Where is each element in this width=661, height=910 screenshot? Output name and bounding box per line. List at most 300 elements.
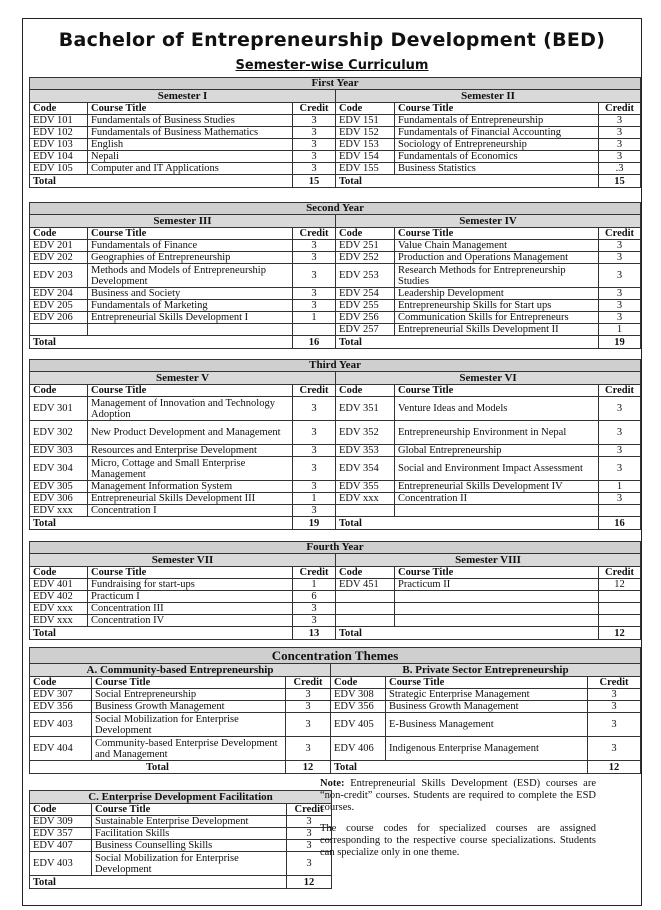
table-row <box>30 300 641 312</box>
column-header-row <box>30 567 641 579</box>
course-code: EDV 101 <box>30 115 88 127</box>
note-paragraph-2: The course codes for specialized courses are assigned corresponding to the respective course specializations. Students can specialize only in one theme. <box>320 823 596 858</box>
course-title: Entrepreneurial Skills Development IV <box>395 481 599 493</box>
course-code: EDV 153 <box>336 139 395 151</box>
course-credit: 3 <box>588 737 641 761</box>
total-row <box>30 876 332 889</box>
course-credit: 3 <box>599 264 641 288</box>
course-code: EDV 354 <box>336 457 395 481</box>
course-code: EDV xxx <box>30 615 88 627</box>
course-code: EDV 103 <box>30 139 88 151</box>
course-credit: 3 <box>599 312 641 324</box>
course-code: EDV 401 <box>30 579 88 591</box>
course-code: EDV 205 <box>30 300 88 312</box>
table-row <box>30 493 641 505</box>
course-credit: 3 <box>286 701 331 713</box>
course-code: EDV 154 <box>336 151 395 163</box>
year-table <box>29 359 641 530</box>
semester-header-row <box>30 90 641 103</box>
table-row <box>30 163 641 175</box>
note-paragraph-1 <box>320 778 596 814</box>
total-credit: 16 <box>599 517 641 530</box>
course-code: EDV 255 <box>336 300 395 312</box>
course-title: New Product Development and Management <box>88 421 293 445</box>
course-title: Business Growth Management <box>92 701 286 713</box>
total-credit: 15 <box>599 175 641 188</box>
table-row <box>30 115 641 127</box>
page-subtitle: Semester-wise Curriculum <box>235 58 429 73</box>
course-title: Business Growth Management <box>386 701 588 713</box>
table-row <box>30 288 641 300</box>
course-code: EDV 356 <box>331 701 386 713</box>
table-row <box>30 737 641 761</box>
course-code: EDV 306 <box>30 493 88 505</box>
course-credit: 1 <box>293 312 336 324</box>
table-row <box>30 689 641 701</box>
course-credit: 3 <box>293 139 336 151</box>
year-title: Second Year <box>30 203 641 215</box>
course-title: Practicum II <box>395 579 599 591</box>
total-credit: 13 <box>293 627 336 640</box>
year-header-row <box>30 203 641 215</box>
course-code: EDV 407 <box>30 840 92 852</box>
empty-cell <box>599 615 641 627</box>
empty-cell <box>30 324 88 336</box>
course-title: Communication Skills for Entrepreneurs <box>395 312 599 324</box>
course-code: EDV 403 <box>30 713 92 737</box>
column-header: Course Title <box>395 385 599 397</box>
course-code: EDV 204 <box>30 288 88 300</box>
table-row <box>30 264 641 288</box>
course-title: Concentration I <box>88 505 293 517</box>
course-code: EDV 105 <box>30 163 88 175</box>
course-title: Fundamentals of Marketing <box>88 300 293 312</box>
course-title: Entrepreneurial Skills Development III <box>88 493 293 505</box>
total-label: Total <box>30 761 286 774</box>
course-credit: 3 <box>599 397 641 421</box>
table-row <box>30 151 641 163</box>
course-credit: 3 <box>286 689 331 701</box>
course-credit: 3 <box>293 505 336 517</box>
year-header-row <box>30 542 641 554</box>
total-label: Total <box>336 517 599 530</box>
semester-title: Semester VI <box>336 372 641 385</box>
total-row <box>30 175 641 188</box>
year-table <box>29 77 641 188</box>
total-credit: 12 <box>599 627 641 640</box>
column-header: Code <box>30 228 88 240</box>
course-code: EDV 203 <box>30 264 88 288</box>
column-header: Credit <box>293 567 336 579</box>
total-credit: 15 <box>293 175 336 188</box>
course-title: Entrepreneurial Skills Development II <box>395 324 599 336</box>
column-header: Code <box>30 804 92 816</box>
course-title: Practicum I <box>88 591 293 603</box>
course-code: EDV 155 <box>336 163 395 175</box>
course-code: EDV 353 <box>336 445 395 457</box>
total-credit: 16 <box>293 336 336 349</box>
table-row <box>30 240 641 252</box>
column-header: Code <box>336 103 395 115</box>
course-code: EDV 352 <box>336 421 395 445</box>
column-header: Course Title <box>395 103 599 115</box>
course-title: Fundamentals of Business Studies <box>88 115 293 127</box>
year-header-row <box>30 78 641 90</box>
total-row <box>30 761 641 774</box>
column-header-row <box>30 103 641 115</box>
course-credit: 3 <box>293 481 336 493</box>
concentration-table <box>29 647 641 774</box>
total-credit: 19 <box>599 336 641 349</box>
course-title: Fundamentals of Finance <box>88 240 293 252</box>
course-code: EDV 351 <box>336 397 395 421</box>
column-header: Code <box>331 677 386 689</box>
course-code: EDV 301 <box>30 397 88 421</box>
course-credit: 3 <box>588 701 641 713</box>
semester-title: Semester II <box>336 90 641 103</box>
empty-cell <box>336 603 395 615</box>
course-code: EDV 206 <box>30 312 88 324</box>
course-code: EDV 406 <box>331 737 386 761</box>
course-code: EDV 102 <box>30 127 88 139</box>
course-credit: 3 <box>293 421 336 445</box>
course-title: Leadership Development <box>395 288 599 300</box>
table-row <box>30 397 641 421</box>
total-label: Total <box>30 175 293 188</box>
course-code: EDV 357 <box>30 828 92 840</box>
table-row <box>30 324 641 336</box>
table-row <box>30 139 641 151</box>
empty-cell <box>88 324 293 336</box>
course-code: EDV 309 <box>30 816 92 828</box>
table-row <box>30 603 641 615</box>
table-row <box>30 252 641 264</box>
table-row <box>30 457 641 481</box>
column-header: Code <box>336 567 395 579</box>
table-row <box>30 828 332 840</box>
semester-title: Semester III <box>30 215 336 228</box>
total-credit: 19 <box>293 517 336 530</box>
total-credit: 12 <box>286 761 331 774</box>
semester-title: Semester IV <box>336 215 641 228</box>
course-title: Strategic Enterprise Management <box>386 689 588 701</box>
course-title: Fundamentals of Entrepreneurship <box>395 115 599 127</box>
total-credit: 12 <box>588 761 641 774</box>
course-code: EDV 355 <box>336 481 395 493</box>
empty-cell <box>336 591 395 603</box>
year-title: Third Year <box>30 360 641 372</box>
course-title: Management Information System <box>88 481 293 493</box>
year-table <box>29 202 641 349</box>
course-title: Community-based Enterprise Development and Management <box>92 737 286 761</box>
course-code: EDV 302 <box>30 421 88 445</box>
course-credit: 6 <box>293 591 336 603</box>
course-title: Business and Society <box>88 288 293 300</box>
course-credit: 3 <box>599 493 641 505</box>
course-title: Sustainable Enterprise Development <box>92 816 287 828</box>
table-row <box>30 615 641 627</box>
year-title: First Year <box>30 78 641 90</box>
empty-cell <box>599 603 641 615</box>
course-title: Micro, Cottage and Small Enterprise Management <box>88 457 293 481</box>
course-credit: 3 <box>293 300 336 312</box>
course-credit: 3 <box>293 264 336 288</box>
course-credit: 3 <box>286 737 331 761</box>
column-header: Course Title <box>88 228 293 240</box>
total-label: Total <box>30 517 293 530</box>
course-code: EDV 305 <box>30 481 88 493</box>
semester-title: Semester VIII <box>336 554 641 567</box>
empty-cell <box>395 505 599 517</box>
course-title: Fundraising for start-ups <box>88 579 293 591</box>
course-code: EDV 307 <box>30 689 92 701</box>
column-header: Course Title <box>395 228 599 240</box>
empty-cell <box>395 591 599 603</box>
column-header: Course Title <box>88 567 293 579</box>
course-credit: 12 <box>599 579 641 591</box>
course-credit: 3 <box>599 288 641 300</box>
table-row <box>30 713 641 737</box>
course-title: Value Chain Management <box>395 240 599 252</box>
course-title: Entrepreneurial Skills Development I <box>88 312 293 324</box>
course-credit: 3 <box>599 115 641 127</box>
course-code: EDV 403 <box>30 852 92 876</box>
note-label: Note: <box>320 778 345 789</box>
year-table <box>29 541 641 640</box>
course-credit: 3 <box>599 421 641 445</box>
semester-header-row <box>30 554 641 567</box>
course-title: Indigenous Enterprise Management <box>386 737 588 761</box>
course-code: EDV 254 <box>336 288 395 300</box>
course-title: Concentration II <box>395 493 599 505</box>
total-row <box>30 627 641 640</box>
course-title: Entrepreneurship Skills for Start ups <box>395 300 599 312</box>
theme-title-a: A. Community-based Entrepreneurship <box>30 664 331 677</box>
course-code: EDV 405 <box>331 713 386 737</box>
course-credit: 3 <box>599 151 641 163</box>
course-credit: 3 <box>293 252 336 264</box>
course-title: Business Counselling Skills <box>92 840 287 852</box>
table-row <box>30 591 641 603</box>
course-credit: 3 <box>287 816 332 828</box>
course-title: Fundamentals of Business Mathematics <box>88 127 293 139</box>
column-header: Code <box>336 228 395 240</box>
table-row <box>30 701 641 713</box>
course-credit: 3 <box>293 163 336 175</box>
table-row <box>30 127 641 139</box>
course-title: Concentration IV <box>88 615 293 627</box>
semester-title: Semester V <box>30 372 336 385</box>
theme-header-row <box>30 791 332 804</box>
column-header: Course Title <box>88 385 293 397</box>
table-row <box>30 445 641 457</box>
course-credit: 3 <box>293 615 336 627</box>
column-header: Code <box>30 103 88 115</box>
course-title: Geographies of Entrepreneurship <box>88 252 293 264</box>
course-title: Methods and Models of Entrepreneurship Development <box>88 264 293 288</box>
course-title: Social and Environment Impact Assessment <box>395 457 599 481</box>
course-title: Social Entrepreneurship <box>92 689 286 701</box>
course-code: EDV 252 <box>336 252 395 264</box>
column-header: Credit <box>293 103 336 115</box>
course-title: Social Mobilization for Enterprise Development <box>92 852 287 876</box>
theme-title-b: B. Private Sector Entrepreneurship <box>331 664 641 677</box>
empty-cell <box>336 615 395 627</box>
column-header: Credit <box>599 385 641 397</box>
course-title: Global Entrepreneurship <box>395 445 599 457</box>
course-credit: 1 <box>599 481 641 493</box>
course-code: EDV xxx <box>336 493 395 505</box>
column-header: Code <box>30 677 92 689</box>
column-header: Course Title <box>92 677 286 689</box>
year-title: Fourth Year <box>30 542 641 554</box>
course-credit: 3 <box>293 240 336 252</box>
semester-header-row <box>30 372 641 385</box>
course-title: Social Mobilization for Enterprise Development <box>92 713 286 737</box>
course-code: EDV 251 <box>336 240 395 252</box>
column-header-row <box>30 385 641 397</box>
course-credit: 3 <box>293 603 336 615</box>
theme-header-row <box>30 664 641 677</box>
column-header: Credit <box>286 677 331 689</box>
concentration-title: Concentration Themes <box>30 648 641 664</box>
course-code: EDV 451 <box>336 579 395 591</box>
course-code: EDV xxx <box>30 603 88 615</box>
note-block <box>320 778 596 868</box>
column-header: Course Title <box>395 567 599 579</box>
course-title: Nepali <box>88 151 293 163</box>
course-title: Concentration III <box>88 603 293 615</box>
empty-cell <box>599 505 641 517</box>
column-header: Course Title <box>92 804 287 816</box>
column-header: Code <box>30 385 88 397</box>
course-credit: 1 <box>293 579 336 591</box>
empty-cell <box>293 324 336 336</box>
empty-cell <box>336 505 395 517</box>
column-header: Credit <box>293 228 336 240</box>
course-credit: 3 <box>293 127 336 139</box>
course-code: EDV xxx <box>30 505 88 517</box>
course-title: E-Business Management <box>386 713 588 737</box>
table-row <box>30 481 641 493</box>
course-title: Business Statistics <box>395 163 599 175</box>
column-header: Credit <box>599 103 641 115</box>
course-code: EDV 304 <box>30 457 88 481</box>
course-title: Fundamentals of Economics <box>395 151 599 163</box>
column-header: Credit <box>599 228 641 240</box>
course-code: EDV 404 <box>30 737 92 761</box>
course-credit: 3 <box>287 852 332 876</box>
column-header-row <box>30 677 641 689</box>
course-code: EDV 402 <box>30 591 88 603</box>
course-title: Venture Ideas and Models <box>395 397 599 421</box>
course-code: EDV 201 <box>30 240 88 252</box>
course-credit: 3 <box>588 713 641 737</box>
course-title: Computer and IT Applications <box>88 163 293 175</box>
column-header: Course Title <box>88 103 293 115</box>
column-header: Credit <box>287 804 332 816</box>
course-title: Entrepreneurship Environment in Nepal <box>395 421 599 445</box>
empty-cell <box>395 615 599 627</box>
total-row <box>30 336 641 349</box>
total-label: Total <box>30 627 293 640</box>
course-code: EDV 303 <box>30 445 88 457</box>
table-row <box>30 505 641 517</box>
total-label: Total <box>30 336 293 349</box>
total-credit: 12 <box>287 876 332 889</box>
course-code: EDV 152 <box>336 127 395 139</box>
course-credit: .3 <box>599 163 641 175</box>
course-code: EDV 256 <box>336 312 395 324</box>
course-credit: 1 <box>599 324 641 336</box>
total-label: Total <box>336 627 599 640</box>
course-credit: 1 <box>293 493 336 505</box>
course-credit: 3 <box>287 840 332 852</box>
course-title: Research Methods for Entrepreneurship Studies <box>395 264 599 288</box>
course-title: Management of Innovation and Technology Adoption <box>88 397 293 421</box>
course-title: English <box>88 139 293 151</box>
concentration-title-row <box>30 648 641 664</box>
course-code: EDV 104 <box>30 151 88 163</box>
column-header: Code <box>336 385 395 397</box>
course-title: Fundamentals of Financial Accounting <box>395 127 599 139</box>
course-code: EDV 253 <box>336 264 395 288</box>
table-row <box>30 312 641 324</box>
course-code: EDV 151 <box>336 115 395 127</box>
total-label: Total <box>30 876 287 889</box>
course-credit: 3 <box>293 397 336 421</box>
total-row <box>30 517 641 530</box>
course-credit: 3 <box>293 288 336 300</box>
course-credit: 3 <box>293 445 336 457</box>
course-credit: 3 <box>599 457 641 481</box>
empty-cell <box>395 603 599 615</box>
total-label: Total <box>336 175 599 188</box>
total-label: Total <box>336 336 599 349</box>
theme-title-c: C. Enterprise Development Facilitation <box>30 791 332 804</box>
course-credit: 3 <box>599 445 641 457</box>
column-header-row <box>30 228 641 240</box>
column-header-row <box>30 804 332 816</box>
table-row <box>30 816 332 828</box>
table-row <box>30 421 641 445</box>
course-credit: 3 <box>293 115 336 127</box>
course-code: EDV 257 <box>336 324 395 336</box>
course-credit: 3 <box>293 457 336 481</box>
year-header-row <box>30 360 641 372</box>
table-row <box>30 840 332 852</box>
table-row <box>30 852 332 876</box>
semester-title: Semester VII <box>30 554 336 567</box>
course-title: Production and Operations Management <box>395 252 599 264</box>
course-code: EDV 202 <box>30 252 88 264</box>
course-credit: 3 <box>588 689 641 701</box>
course-credit: 3 <box>599 240 641 252</box>
column-header: Credit <box>588 677 641 689</box>
course-credit: 3 <box>286 713 331 737</box>
table-row <box>30 579 641 591</box>
course-credit: 3 <box>599 127 641 139</box>
note-text-1: Entrepreneurial Skills Development (ESD) courses are “non-credit” courses. Students are required to complete the ESD courses. <box>320 778 596 813</box>
column-header: Course Title <box>386 677 588 689</box>
column-header: Code <box>30 567 88 579</box>
course-code: EDV 308 <box>331 689 386 701</box>
course-credit: 3 <box>599 300 641 312</box>
course-title: Facilitation Skills <box>92 828 287 840</box>
total-label: Total <box>331 761 588 774</box>
column-header: Credit <box>293 385 336 397</box>
empty-cell <box>599 591 641 603</box>
